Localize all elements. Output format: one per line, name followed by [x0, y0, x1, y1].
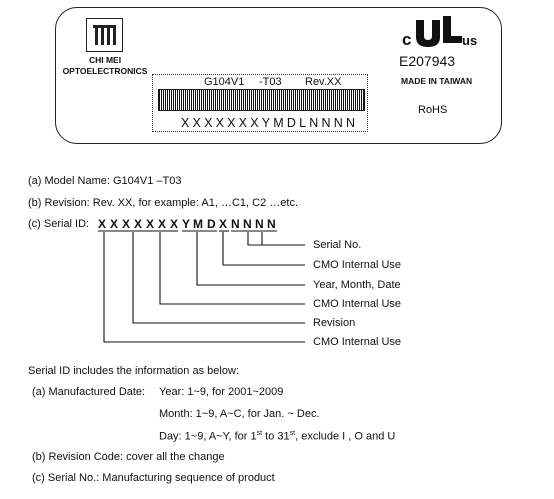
serial-char: X	[122, 217, 131, 231]
made-in-text: MADE IN TAIWAN	[401, 76, 473, 86]
barcode-serial-text: XXXXXXXYMDLNNNN	[181, 116, 359, 130]
svg-text:us: us	[462, 33, 478, 48]
serial-char: N	[267, 217, 276, 231]
serial-char: Y	[182, 217, 191, 231]
serial-no-line: (c) Serial No.: Manufacturing sequence of product	[32, 472, 275, 484]
barcode-suffix: -T03	[259, 76, 282, 88]
legend-cmo-internal-2: CMO Internal Use	[313, 298, 402, 310]
serial-char: X	[158, 217, 167, 231]
serial-char: X	[219, 217, 228, 231]
barcode-revision: Rev.XX	[305, 76, 342, 88]
serial-char: N	[255, 217, 264, 231]
serial-char: M	[193, 217, 203, 231]
revision-code-line: (b) Revision Code: cover all the change	[32, 451, 225, 463]
legend-cmo-internal-3: CMO Internal Use	[313, 336, 402, 348]
cert-number: E207943	[399, 53, 456, 69]
serial-char: D	[207, 217, 216, 231]
model-name-line: (a) Model Name: G104V1 –T03	[28, 175, 182, 187]
manufactured-year: Year: 1~9, for 2001~2009	[159, 386, 284, 398]
legend-revision: Revision	[313, 317, 356, 329]
serial-char: X	[110, 217, 119, 231]
barcode-model: G104V1	[204, 76, 245, 88]
serial-char: N	[231, 217, 240, 231]
revision-line: (b) Revision: Rev. XX, for example: A1, …C1, C2 …etc.	[28, 197, 299, 209]
serial-info-heading: Serial ID includes the information as below:	[28, 365, 239, 377]
serial-char: X	[170, 217, 179, 231]
svg-text:c: c	[402, 30, 412, 48]
rohs-text: RoHS	[418, 104, 448, 116]
manufactured-date-label: (a) Manufactured Date:	[32, 386, 146, 398]
serial-id-prefix: (c) Serial ID:	[28, 218, 90, 230]
manufactured-month: Month: 1~9, A~C, for Jan. ~ Dec.	[159, 408, 320, 420]
serial-char: X	[134, 217, 143, 231]
serial-char: X	[146, 217, 155, 231]
serial-char: X	[98, 217, 107, 231]
serial-char: N	[243, 217, 252, 231]
company-name-line2: OPTOELECTRONICS	[62, 66, 148, 76]
manufactured-day: Day: 1~9, A~Y, for 1st to 31st, exclude I , O and U	[159, 430, 396, 443]
legend-year-month-date: Year, Month, Date	[313, 279, 401, 291]
legend-cmo-internal-1: CMO Internal Use	[313, 259, 402, 271]
legend-serial-no: Serial No.	[313, 239, 362, 251]
company-name-line1: CHI MEI	[88, 55, 122, 65]
